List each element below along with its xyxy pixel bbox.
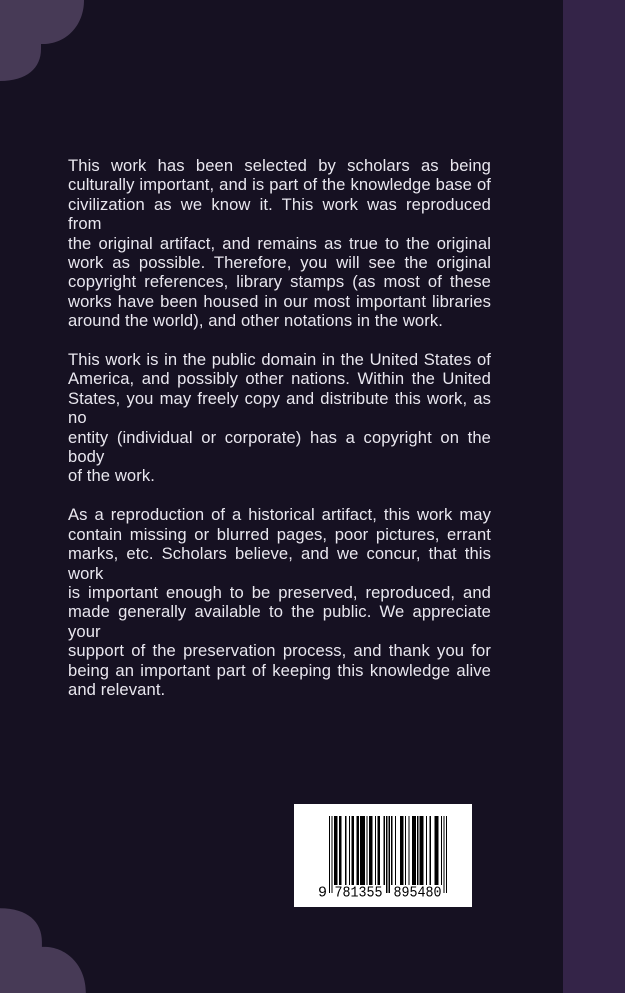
- barcode-bar: [408, 816, 409, 885]
- text-line: is important enough to be preserved, reproduced, and: [68, 582, 491, 602]
- barcode-bar: [366, 816, 367, 885]
- text-line: copyright references, library stamps (as most of these: [68, 272, 491, 292]
- text-line: civilization as we know it. This work was reproduced from: [68, 194, 491, 234]
- paragraph: [68, 156, 491, 331]
- corner-ornament-bottom-left: [0, 904, 92, 993]
- barcode-bar: [331, 816, 332, 893]
- barcode-bar: [369, 816, 373, 885]
- barcode-bar: [389, 816, 390, 893]
- barcode-bar: [417, 816, 418, 885]
- barcode-bar: [435, 816, 439, 885]
- barcode: [294, 804, 472, 907]
- corner-ornament-top-left: [0, 0, 90, 85]
- paragraph: [68, 350, 491, 486]
- quarter-circle-shape: [0, 908, 86, 993]
- text-line: work as possible. Therefore, you will see the original: [68, 253, 491, 273]
- text-line: being an important part of keeping this knowledge alive: [68, 660, 491, 680]
- barcode-bar: [349, 816, 350, 885]
- barcode-bar: [351, 816, 353, 885]
- barcode-bar: [356, 816, 358, 885]
- barcode-bar: [400, 816, 404, 885]
- text-line: This work has been selected by scholars as being: [68, 156, 491, 175]
- barcode-bar: [426, 816, 427, 885]
- barcode-bar: [391, 816, 392, 885]
- text-line: entity (individual or corporate) has a copyright on the body: [68, 427, 491, 467]
- barcode-digits-left: 781355: [334, 884, 383, 902]
- barcode-bar: [360, 816, 365, 885]
- text-line: marks, etc. Scholars believe, and we concur, that this work: [68, 544, 491, 583]
- description-text: [68, 156, 491, 719]
- text-line: of the work.: [68, 466, 155, 486]
- barcode-bar: [386, 816, 387, 893]
- barcode-prefix-digit: 9: [317, 884, 327, 902]
- barcode-bar: [377, 816, 379, 885]
- barcode-bar: [443, 816, 444, 893]
- barcode-bar: [405, 816, 406, 885]
- text-line: support of the preservation process, and thank you for: [68, 641, 491, 661]
- text-line: States, you may freely copy and distribute this work, as no: [68, 388, 491, 428]
- barcode-bar: [345, 816, 346, 885]
- barcode-bar: [446, 816, 447, 893]
- barcode-bar: [334, 816, 338, 885]
- text-line: the original artifact, and remains as true to the original: [68, 233, 491, 253]
- text-line: around the world), and other notations in the work.: [68, 311, 443, 331]
- quarter-circle-shape: [0, 0, 84, 81]
- barcode-bar: [441, 816, 442, 885]
- text-line: contain missing or blurred pages, poor pictures, errant: [68, 524, 491, 544]
- text-line: America, and possibly other nations. Within the United: [68, 369, 491, 389]
- text-line: made generally available to the public. We appreciate your: [68, 602, 491, 641]
- barcode-bar: [375, 816, 376, 885]
- text-line: culturally important, and is part of the knowledge base of: [68, 175, 491, 195]
- barcode-bar: [339, 816, 341, 885]
- text-line: This work is in the public domain in the United States of: [68, 350, 491, 370]
- barcode-bar: [395, 816, 396, 885]
- barcode-bars: [329, 816, 447, 893]
- paragraph: [68, 505, 491, 699]
- text-line: As a reproduction of a historical artifact, this work may: [68, 505, 491, 525]
- barcode-digits-right: 895480: [393, 884, 442, 902]
- barcode-bar: [384, 816, 385, 885]
- barcode-bar: [420, 816, 424, 885]
- barcode-graphic: [315, 816, 451, 902]
- barcode-bar: [412, 816, 416, 885]
- barcode-bar: [329, 816, 330, 893]
- spine-band: [563, 0, 625, 993]
- text-line: and relevant.: [68, 679, 166, 699]
- text-line: works have been housed in our most important libraries: [68, 291, 491, 311]
- barcode-bar: [430, 816, 431, 885]
